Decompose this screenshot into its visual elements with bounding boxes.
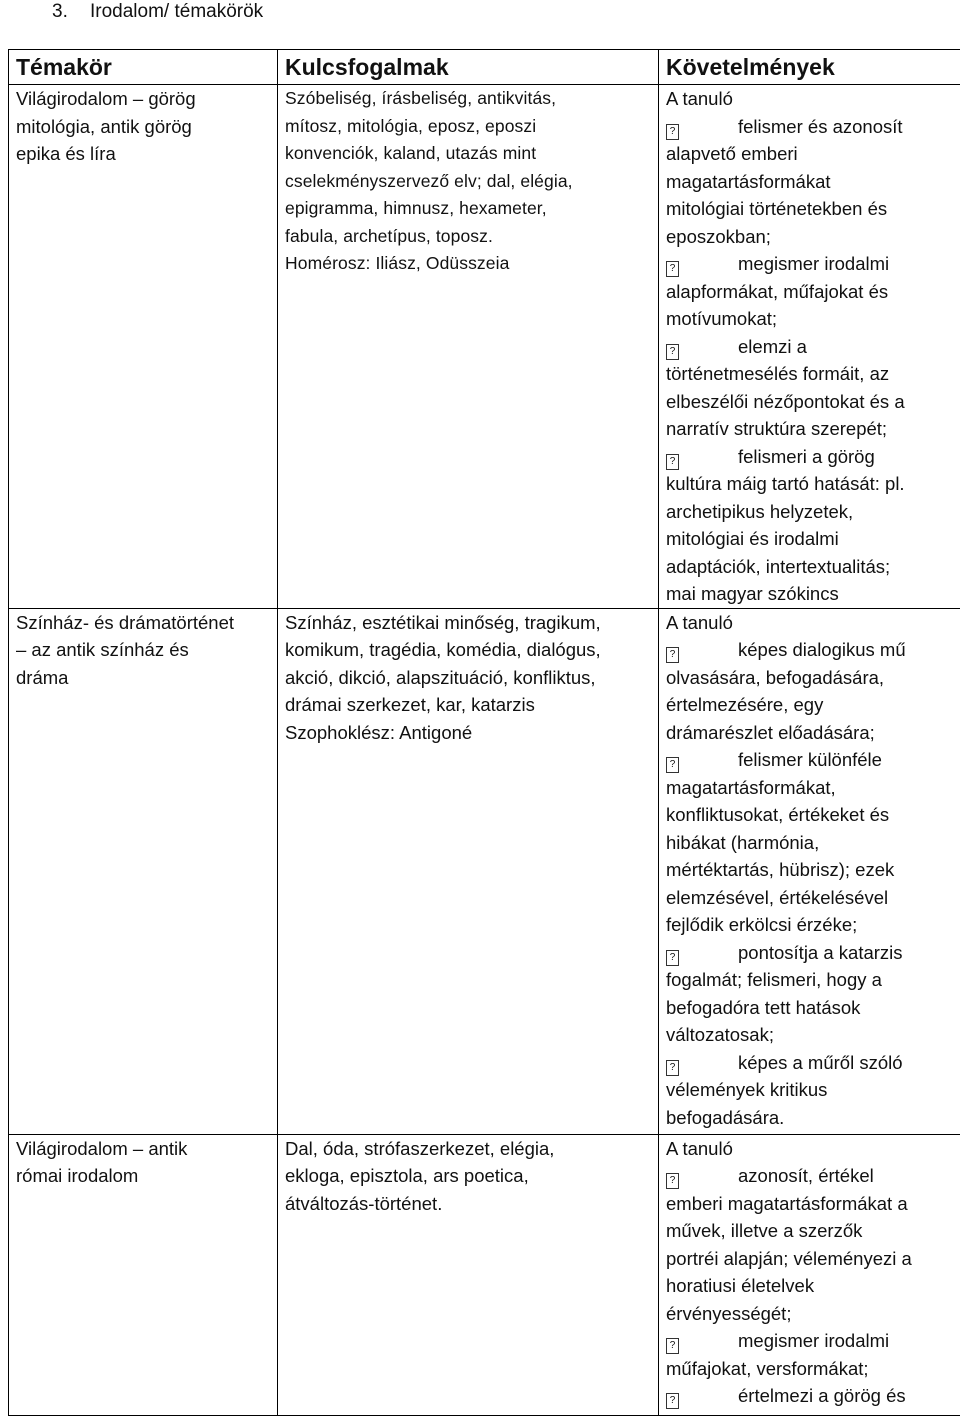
requirements-cell: [659, 608, 960, 1134]
bullet-icon: ?: [666, 1327, 738, 1355]
requirement-item: ? megismer irodalmi műfajokat, versformákat;: [666, 1327, 960, 1382]
requirement-item: ? képes a műről szóló vélemények kritikus befogadására.: [666, 1049, 960, 1132]
requirements-intro: A tanuló: [666, 1135, 960, 1163]
bullet-icon: ?: [666, 746, 738, 774]
bullet-icon: ?: [666, 333, 738, 361]
table-header-row: [9, 50, 960, 85]
requirement-item: ? felismer és azonosít alapvető emberi magatartásformákat mitológiai történetekben és eposzokban;: [666, 113, 960, 251]
header-requirements: Követelmények: [659, 50, 960, 85]
requirement-item: ? elemzi a történetmesélés formáit, az elbeszélői nézőpontokat és a narratív struktúra szerepét;: [666, 333, 960, 443]
bullet-icon: ?: [666, 939, 738, 967]
bullet-icon: ?: [666, 443, 738, 471]
table-row: [9, 85, 960, 609]
requirements-intro: A tanuló: [666, 85, 960, 113]
requirement-item: ? pontosítja a katarzis fogalmát; felismeri, hogy a befogadóra tett hatások változatosak;: [666, 939, 960, 1049]
header-topic: Témakör: [9, 50, 278, 85]
requirements-cell: [659, 85, 960, 609]
requirement-item: ? felismeri a görög kultúra máig tartó hatását: pl. archetipikus helyzetek, mitológiai és irodalmi adaptációk, intertextualitás; mai magyar szókincs: [666, 443, 960, 608]
concepts-cell: Szóbeliség, írásbeliség, antikvitás, mítosz, mitológia, eposz, eposzi konvenciók, kaland, utazás mint cselekményszervező elv; dal, elégia, epigramma, himnusz, hexameter, fabula, archetípus, toposz. Homérosz: Iliász, Odüsszeia: [278, 85, 659, 609]
requirement-item: ? képes dialogikus mű olvasására, befogadására, értelmezésére, egy drámarészlet előadására;: [666, 636, 960, 746]
requirement-item: ? megismer irodalmi alapformákat, műfajokat és motívumokat;: [666, 250, 960, 333]
table-row: [9, 1134, 960, 1415]
concepts-cell: Dal, óda, strófaszerkezet, elégia, ekloga, episztola, ars poetica, átváltozás-történet.: [278, 1134, 659, 1415]
topic-cell: Színház- és drámatörténet – az antik színház és dráma: [9, 608, 278, 1134]
section-number: 3.: [52, 0, 90, 24]
section-title: Irodalom/ témakörök: [90, 1, 263, 22]
concepts-cell: Színház, esztétikai minőség, tragikum, komikum, tragédia, komédia, dialógus, akció, dikció, alapszituáció, konfliktus, drámai szerkezet, kar, katarzis Szophoklész: Antigoné: [278, 608, 659, 1134]
section-heading: [52, 0, 263, 24]
bullet-icon: ?: [666, 1049, 738, 1077]
header-concepts: Kulcsfogalmak: [278, 50, 659, 85]
topic-cell: Világirodalom – görög mitológia, antik görög epika és líra: [9, 85, 278, 609]
requirement-item: ? azonosít, értékel emberi magatartásformákat a művek, illetve a szerzők portréi alapján; véleményezi a horatiusi életelvek érvényességét;: [666, 1162, 960, 1327]
requirements-intro: A tanuló: [666, 609, 960, 637]
bullet-icon: ?: [666, 636, 738, 664]
requirements-cell: [659, 1134, 960, 1415]
bullet-icon: ?: [666, 113, 738, 141]
topic-cell: Világirodalom – antik római irodalom: [9, 1134, 278, 1415]
bullet-icon: ?: [666, 1162, 738, 1190]
bullet-icon: ?: [666, 250, 738, 278]
requirement-item: ? felismer különféle magatartásformákat, konfliktusokat, értékeket és hibákat (harmónia, mértéktartás, hübrisz); ezek elemzésével, értékelésével fejlődik erkölcsi érzéke;: [666, 746, 960, 939]
table-row: [9, 608, 960, 1134]
topics-table: [8, 49, 960, 1416]
bullet-icon: ?: [666, 1382, 738, 1410]
requirement-item: ? értelmezi a görög és: [666, 1382, 960, 1410]
